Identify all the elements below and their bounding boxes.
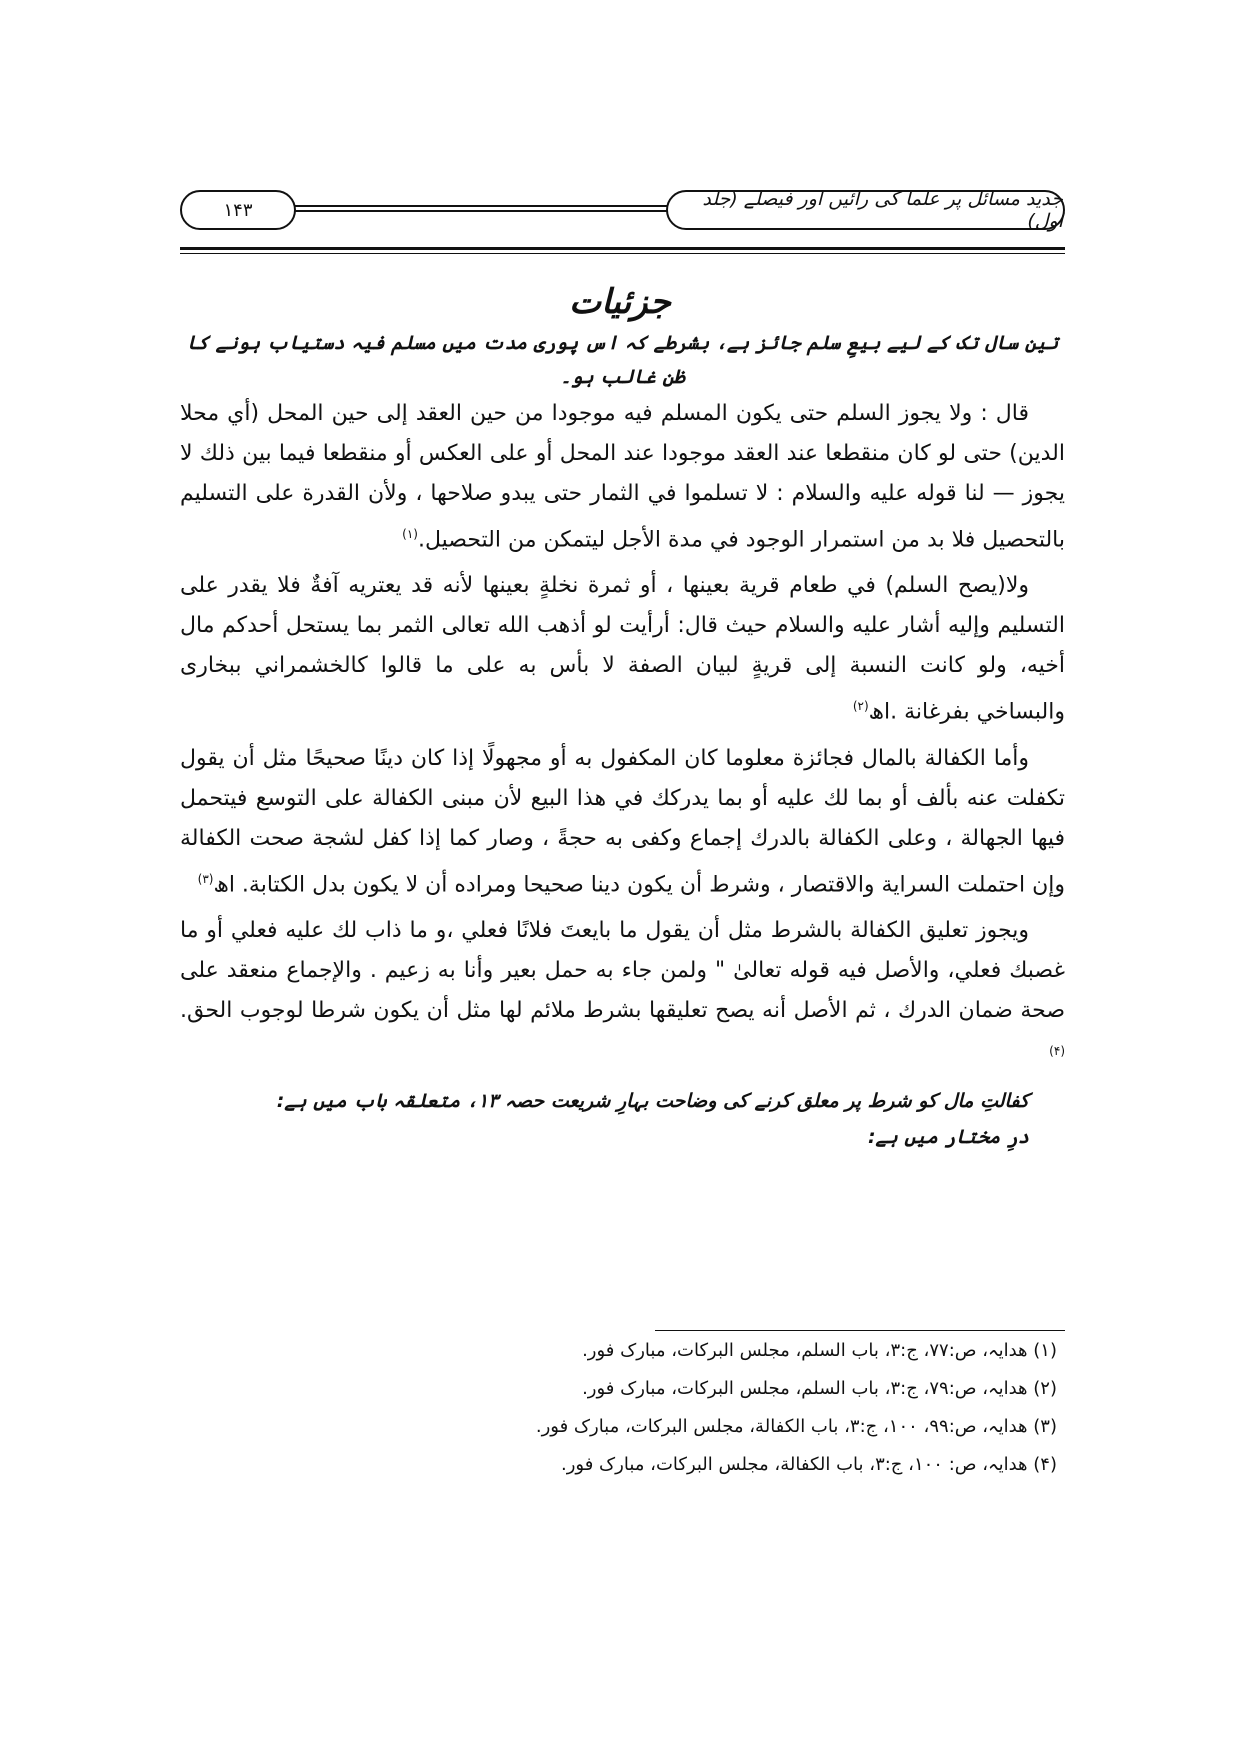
footnote-ref[interactable]: (۲) <box>852 699 869 714</box>
footnote-divider <box>655 1330 1065 1331</box>
page-number: ۱۴۳ <box>180 190 296 230</box>
body-text <box>180 326 1065 1155</box>
urdu-source: درِ مختار میں ہے: <box>867 1126 1029 1149</box>
footnote-ref[interactable]: (۱) <box>402 527 418 541</box>
footnote-ref[interactable]: (۴) <box>1049 1043 1065 1058</box>
urdu-note: کفالتِ مال کو شرط پر معلق کرنے کی وضاحت بہارِ شریعت حصہ ۱۳، متعلقہ باب میں ہے: <box>276 1090 1029 1113</box>
paragraph <box>180 394 1065 560</box>
footnote: (۳) ھدایہ، ص:۹۹، ۱۰۰، ج:۳، باب الکفالة، مجلس البرکات، مبارک فور. <box>535 1416 1057 1437</box>
paragraph-text: ولا(يصح السلم) في طعام قرية بعينها ، أو ثمرة نخلةٍ بعينها لأنه قد يعتريه آفةٌ فلا يقدر على التسليم وإليه أشار عليه والسلام حيث قال: أرأيت لو أذهب الله تعالى الثمر بما يستحل أحدكم مال أخيه، ولو كانت النسبة إلى قريةٍ لبيان الصفة لا بأس به على ما قالوا كالخشمراني ببخارى والبساخي بفرغانة .اھ <box>180 573 1065 725</box>
footnote: (۱) ھدایہ، ص:۷۷، ج:۳، باب السلم، مجلس البرکات، مبارک فور. <box>582 1340 1057 1361</box>
urdu-intro: تین سال تک کے لیے بیعِ سلم جائز ہے، بشرطے کہ اس پوری مدت میں مسلم فیہ دستیاب ہونے کا ظن غالب ہو۔ <box>186 332 1059 388</box>
paragraph <box>180 739 1065 905</box>
footnotes <box>180 1332 1065 1484</box>
running-header <box>180 190 1065 230</box>
paragraph-text: وأما الكفالة بالمال فجائزة معلوما كان المكفول به أو مجهولًا إذا كان دينًا صحيحًا مثل أن يقول تكفلت عنه بألف أو بما لك عليه أو بما يدركك في هذا البيع لأن مبنى الكفالة على التوسع فيتحمل فيها الجهالة ، وعلى الكفالة بالدرك إجماع وكفى به حجةً ، وصار كما إذا كفل لشجة صحت الكفالة وإن احتملت السراية والاقتصار ، وشرط أن يكون دينا صحيحا ومراده أن لا يكون بدل الكتابة. اھ <box>180 745 1065 897</box>
footnote: (۲) ھدایہ، ص:۷۹، ج:۳، باب السلم، مجلس البرکات، مبارک فور. <box>582 1378 1057 1399</box>
book-title: جدید مسائل پر علما کی رائیں اور فیصلے (جلد اول) <box>666 190 1065 230</box>
footnote-ref[interactable]: (۳) <box>197 871 214 886</box>
footnote: (۴) ھدایہ، ص: ۱۰۰، ج:۳، باب الکفالة، مجلس البرکات، مبارک فور. <box>561 1454 1057 1475</box>
header-double-rule <box>180 247 1065 254</box>
section-title: جزئیات <box>569 282 671 322</box>
header-divider <box>294 205 668 212</box>
paragraph <box>180 911 1065 1077</box>
paragraph-text: قال : ولا يجوز السلم حتى يكون المسلم فيه موجودا من حين العقد إلى حين المحل (أي محلا الدين) حتى لو كان منقطعا عند العقد موجودا عند المحل أو على العكس أو منقطعا فيما بين ذلك لا يجوز — لنا قوله عليه والسلام : لا تسلموا في الثمار حتى يبدو صلاحها ، ولأن القدرة على التسليم بالتحصيل فلا بد من استمرار الوجود في مدة الأجل ليتمكن من التحصيل. <box>180 401 1065 553</box>
paragraph <box>180 566 1065 732</box>
paragraph-text: ويجوز تعليق الكفالة بالشرط مثل أن يقول ما بايعتَ فلانًا فعلي ،و ما ذاب لك عليه فعلي أو ما غصبك فعلي، والأصل فيه قوله تعالىٰ " ولمن جاء به حمل بعير وأنا به زعيم . والإجماع منعقد على صحة ضمان الدرك ، ثم الأصل أنه يصح تعليقها بشرط ملائم لها مثل أن يكون شرطا لوجوب الحق. <box>180 917 1065 1023</box>
